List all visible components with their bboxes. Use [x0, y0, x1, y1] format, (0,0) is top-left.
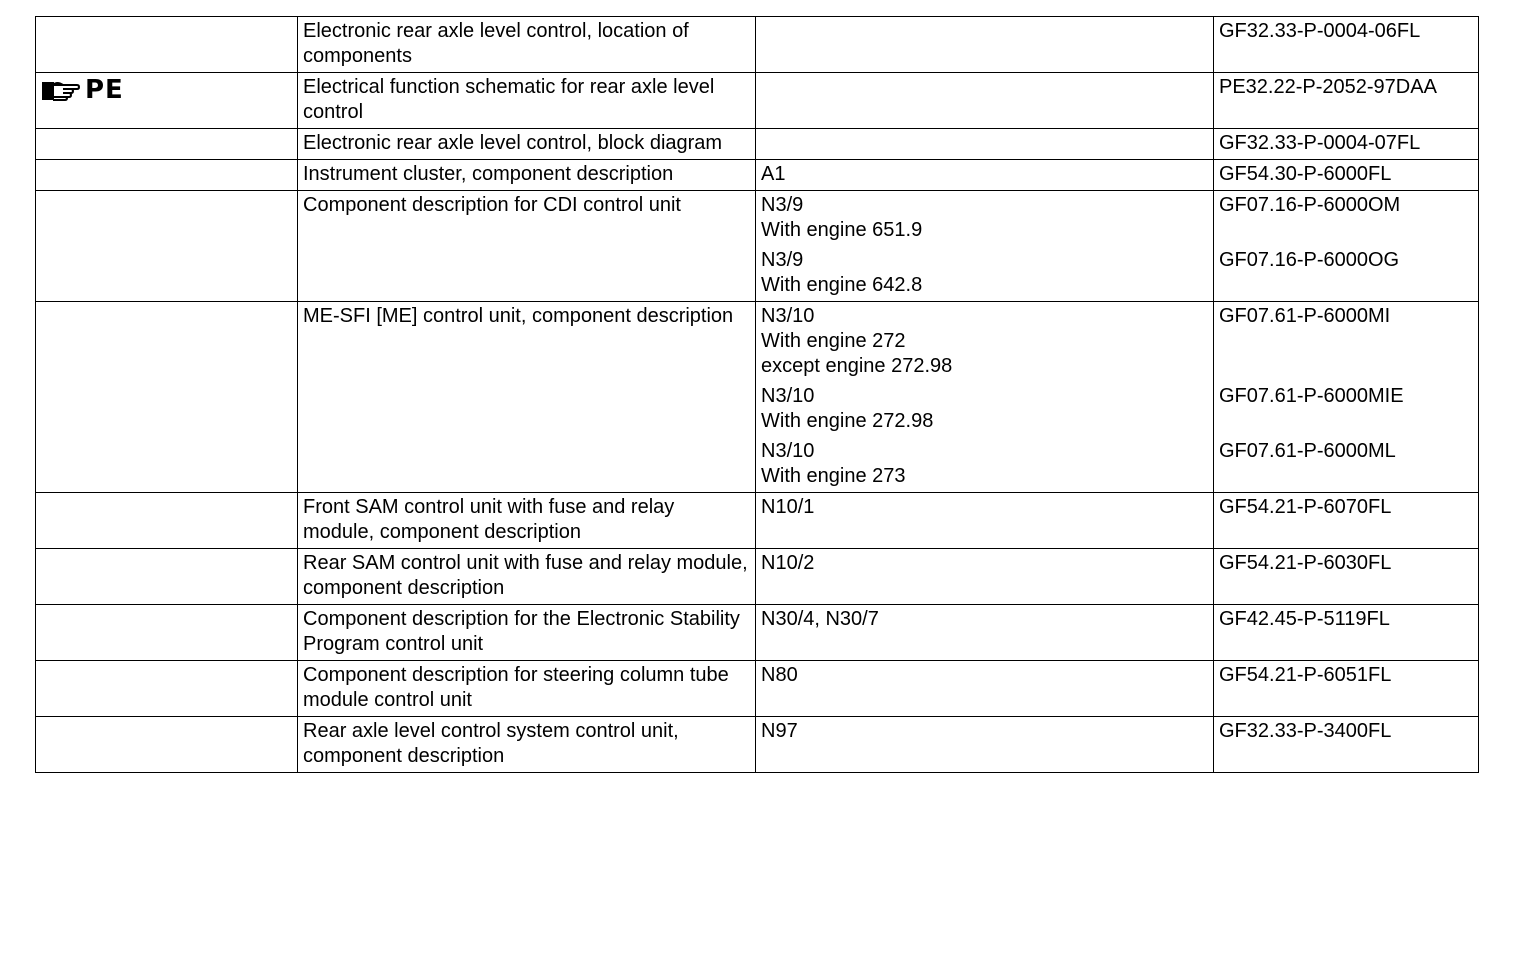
- document-reference: GF32.33-P-0004-06FL: [1219, 20, 1421, 42]
- title-cell: Electrical function schematic for rear axle level control: [298, 73, 756, 129]
- table-row: [36, 717, 1479, 773]
- component-code: [761, 19, 1207, 44]
- component-code-cell: [756, 549, 1214, 605]
- document-reference: GF07.61-P-6000ML: [1219, 440, 1396, 462]
- title-cell: Electronic rear axle level control, location of components: [298, 17, 756, 73]
- reference-cell: [1214, 160, 1479, 191]
- document-reference: GF07.61-P-6000MIE: [1219, 385, 1404, 407]
- component-code: N97: [761, 720, 798, 742]
- marker-cell: [36, 717, 298, 773]
- document-reference: GF32.33-P-3400FL: [1219, 720, 1392, 742]
- table-row: [36, 549, 1479, 605]
- component-code-cell: [756, 605, 1214, 661]
- marker-cell: [36, 17, 298, 73]
- document-reference: GF54.21-P-6030FL: [1219, 552, 1392, 574]
- table-row: [36, 160, 1479, 191]
- reference-cell: [1214, 605, 1479, 661]
- reference-cell: [1214, 191, 1479, 302]
- component-code-cell: [756, 191, 1214, 302]
- component-code: N3/10 With engine 272.98: [761, 385, 934, 432]
- reference-cell: [1214, 493, 1479, 549]
- component-code: N3/9 With engine 642.8: [761, 249, 923, 296]
- document-reference: GF07.61-P-6000MI: [1219, 305, 1391, 327]
- pointing-hand-icon: [41, 77, 81, 103]
- title-cell: Instrument cluster, component description: [298, 160, 756, 191]
- component-code-cell: [756, 717, 1214, 773]
- reference-cell: [1214, 549, 1479, 605]
- component-code: [761, 75, 1207, 100]
- component-code-cell: [756, 129, 1214, 160]
- component-code-cell: [756, 17, 1214, 73]
- reference-cell: [1214, 661, 1479, 717]
- component-code: N10/2: [761, 552, 815, 574]
- component-code: [761, 131, 1207, 156]
- component-code: A1: [761, 163, 786, 185]
- table-row: [36, 73, 1479, 129]
- component-code: N30/4, N30/7: [761, 608, 879, 630]
- component-code-cell: [756, 661, 1214, 717]
- component-code-cell: [756, 493, 1214, 549]
- component-code-cell: [756, 73, 1214, 129]
- document-reference: GF07.16-P-6000OM: [1219, 194, 1401, 216]
- document-reference: GF54.21-P-6070FL: [1219, 496, 1392, 518]
- marker-cell: [36, 605, 298, 661]
- table-row: [36, 302, 1479, 493]
- table-row: [36, 605, 1479, 661]
- marker-cell: [36, 493, 298, 549]
- component-code: N10/1: [761, 496, 815, 518]
- document-reference: PE32.22-P-2052-97DAA: [1219, 76, 1437, 98]
- marker-cell: [36, 73, 298, 129]
- component-code: N3/10 With engine 272 except engine 272.98: [761, 305, 953, 377]
- component-code-cell: [756, 160, 1214, 191]
- reference-cell: [1214, 17, 1479, 73]
- reference-cell: [1214, 129, 1479, 160]
- component-code: N80: [761, 664, 798, 686]
- title-cell: Component description for steering column tube module control unit: [298, 661, 756, 717]
- document-table-body: [36, 17, 1479, 773]
- marker-cell: [36, 549, 298, 605]
- document-reference: GF07.16-P-6000OG: [1219, 249, 1400, 271]
- table-row: [36, 17, 1479, 73]
- title-cell: ME-SFI [ME] control unit, component description: [298, 302, 756, 493]
- document-reference: GF42.45-P-5119FL: [1219, 608, 1390, 630]
- table-row: [36, 493, 1479, 549]
- component-code: N3/10 With engine 273: [761, 440, 906, 487]
- component-code-cell: [756, 302, 1214, 493]
- pe-marker: [41, 75, 291, 103]
- marker-cell: [36, 191, 298, 302]
- marker-cell: [36, 302, 298, 493]
- table-row: [36, 661, 1479, 717]
- title-cell: Electronic rear axle level control, block diagram: [298, 129, 756, 160]
- title-cell: Rear SAM control unit with fuse and relay module, component description: [298, 549, 756, 605]
- document-reference: GF54.21-P-6051FL: [1219, 664, 1392, 686]
- title-cell: Rear axle level control system control unit, component description: [298, 717, 756, 773]
- document-reference: GF54.30-P-6000FL: [1219, 163, 1392, 185]
- reference-cell: [1214, 73, 1479, 129]
- title-cell: Component description for the Electronic Stability Program control unit: [298, 605, 756, 661]
- component-code: N3/9 With engine 651.9: [761, 194, 923, 241]
- table-row: [36, 191, 1479, 302]
- reference-cell: [1214, 302, 1479, 493]
- marker-cell: [36, 129, 298, 160]
- marker-cell: [36, 160, 298, 191]
- title-cell: Front SAM control unit with fuse and relay module, component description: [298, 493, 756, 549]
- reference-cell: [1214, 717, 1479, 773]
- marker-cell: [36, 661, 298, 717]
- document-table: [35, 16, 1479, 773]
- pe-marker-label: PE: [85, 75, 124, 105]
- table-row: [36, 129, 1479, 160]
- document-reference: GF32.33-P-0004-07FL: [1219, 132, 1421, 154]
- title-cell: Component description for CDI control unit: [298, 191, 756, 302]
